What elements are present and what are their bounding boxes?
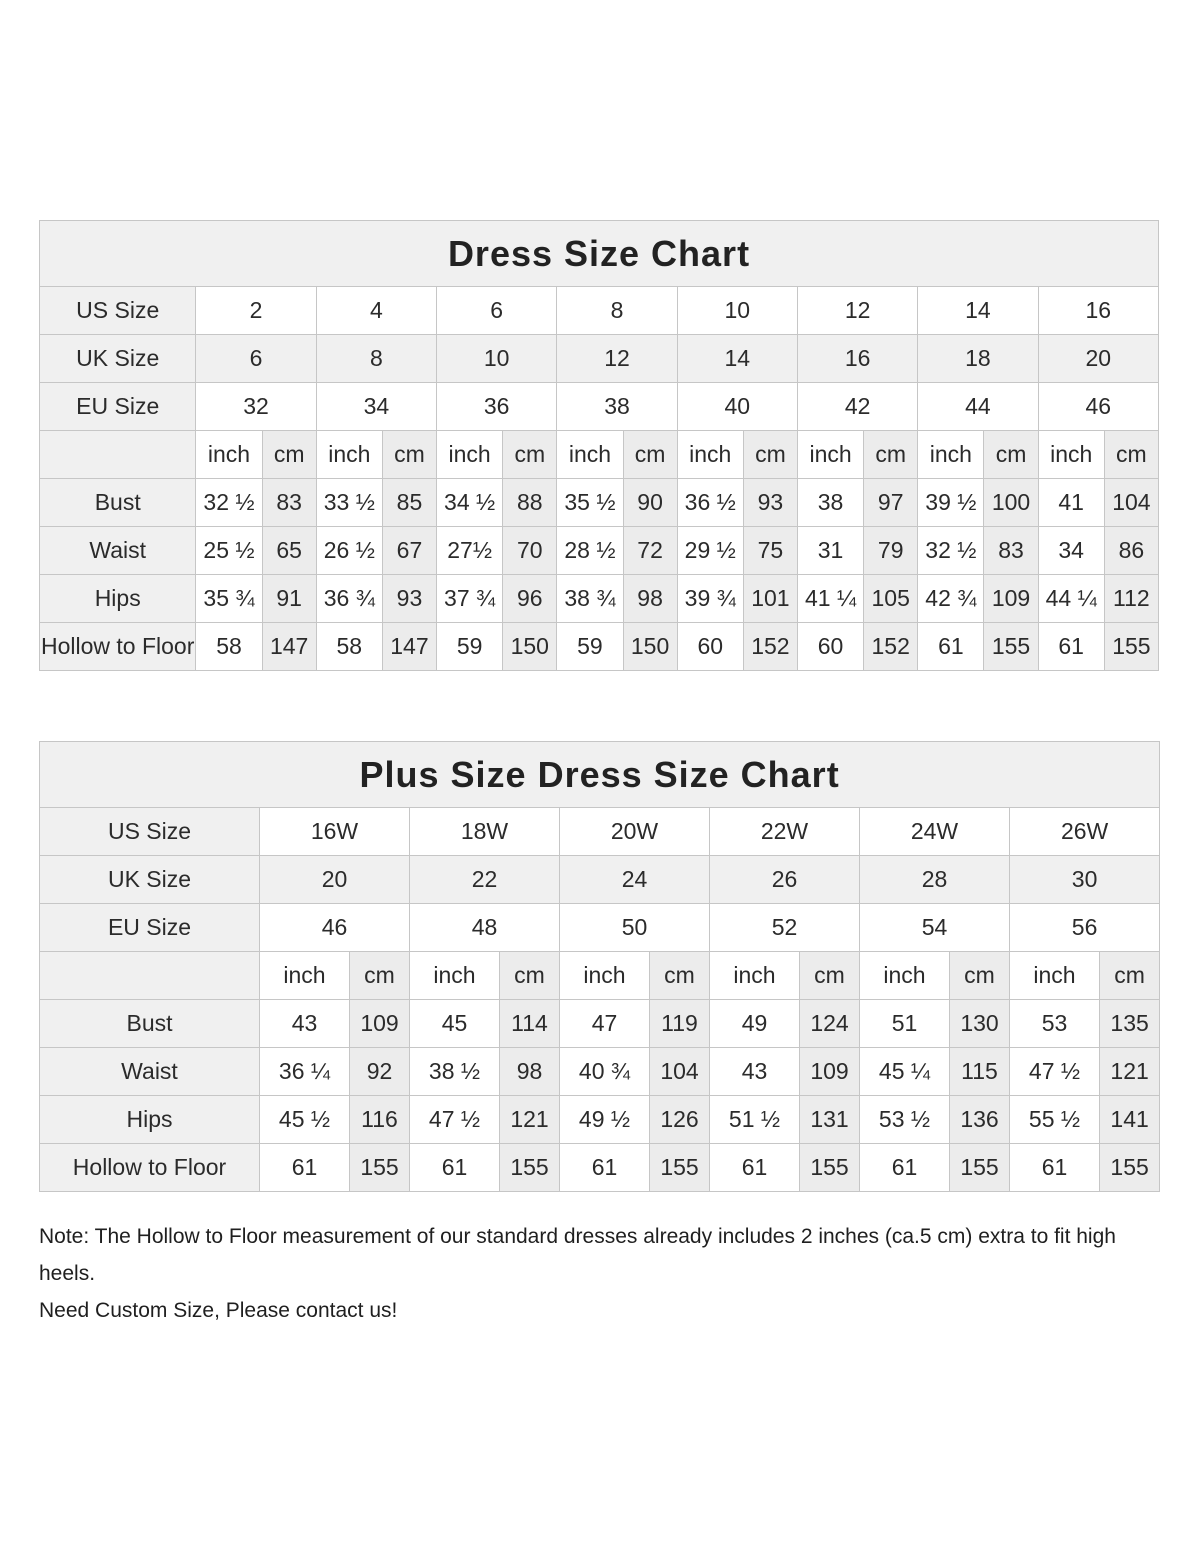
bust-label: Bust xyxy=(40,1000,260,1048)
unit-cm-label: cm xyxy=(1104,431,1158,479)
eu-size-value: 48 xyxy=(410,904,560,952)
eu-size-value: 50 xyxy=(560,904,710,952)
hollow-inch-value: 58 xyxy=(196,623,262,671)
plus-title-row xyxy=(40,742,1160,808)
standard-hollow-row xyxy=(40,623,1159,671)
unit-inch-label: inch xyxy=(557,431,623,479)
hips-label: Hips xyxy=(40,575,196,623)
uk-size-value: 20 xyxy=(1038,335,1158,383)
waist-cm-value: 79 xyxy=(864,527,918,575)
eu-size-value: 34 xyxy=(316,383,436,431)
waist-cm-value: 109 xyxy=(800,1048,860,1096)
waist-inch-value: 28 ½ xyxy=(557,527,623,575)
eu-size-value: 46 xyxy=(260,904,410,952)
waist-cm-value: 65 xyxy=(262,527,316,575)
uk-size-value: 28 xyxy=(860,856,1010,904)
waist-inch-value: 25 ½ xyxy=(196,527,262,575)
unit-cm-label: cm xyxy=(743,431,797,479)
unit-inch-label: inch xyxy=(316,431,382,479)
bust-label: Bust xyxy=(40,479,196,527)
hips-cm-value: 116 xyxy=(350,1096,410,1144)
hips-cm-value: 121 xyxy=(500,1096,560,1144)
hips-cm-value: 101 xyxy=(743,575,797,623)
waist-inch-value: 38 ½ xyxy=(410,1048,500,1096)
waist-cm-value: 115 xyxy=(950,1048,1010,1096)
footnotes xyxy=(39,1218,1159,1329)
standard-size-chart-table xyxy=(39,220,1159,671)
waist-label: Waist xyxy=(40,1048,260,1096)
bust-inch-value: 39 ½ xyxy=(918,479,984,527)
note-hollow-to-floor: Note: The Hollow to Floor measurement of our standard dresses already includes 2 inches (ca.5 cm) extra to fit high heels. xyxy=(39,1225,1116,1285)
waist-inch-value: 40 ¾ xyxy=(560,1048,650,1096)
hollow-cm-value: 152 xyxy=(864,623,918,671)
note-custom-size: Need Custom Size, Please contact us! xyxy=(39,1299,398,1322)
bust-cm-value: 104 xyxy=(1104,479,1158,527)
hollow-cm-value: 147 xyxy=(382,623,436,671)
us-size-value: 16 xyxy=(1038,287,1158,335)
standard-title-row xyxy=(40,221,1159,287)
unit-cm-label: cm xyxy=(950,952,1010,1000)
hips-cm-value: 131 xyxy=(800,1096,860,1144)
unit-cm-label: cm xyxy=(262,431,316,479)
plus-hips-row xyxy=(40,1096,1160,1144)
waist-inch-value: 47 ½ xyxy=(1010,1048,1100,1096)
unit-cm-label: cm xyxy=(382,431,436,479)
hollow-to-floor-label: Hollow to Floor xyxy=(40,1144,260,1192)
plus-waist-row xyxy=(40,1048,1160,1096)
bust-inch-value: 34 ½ xyxy=(437,479,503,527)
uk-size-value: 30 xyxy=(1010,856,1160,904)
hips-inch-value: 44 ¼ xyxy=(1038,575,1104,623)
waist-cm-value: 98 xyxy=(500,1048,560,1096)
plus-hollow-row xyxy=(40,1144,1160,1192)
bust-inch-value: 45 xyxy=(410,1000,500,1048)
bust-inch-value: 36 ½ xyxy=(677,479,743,527)
hips-inch-value: 42 ¾ xyxy=(918,575,984,623)
hips-inch-value: 36 ¾ xyxy=(316,575,382,623)
hollow-to-floor-label: Hollow to Floor xyxy=(40,623,196,671)
us-size-value: 14 xyxy=(918,287,1038,335)
waist-cm-value: 72 xyxy=(623,527,677,575)
bust-cm-value: 130 xyxy=(950,1000,1010,1048)
hollow-inch-value: 61 xyxy=(710,1144,800,1192)
unit-cm-label: cm xyxy=(1100,952,1160,1000)
us-size-value: 16W xyxy=(260,808,410,856)
hips-inch-value: 45 ½ xyxy=(260,1096,350,1144)
bust-inch-value: 43 xyxy=(260,1000,350,1048)
hips-inch-value: 37 ¾ xyxy=(437,575,503,623)
eu-size-value: 56 xyxy=(1010,904,1160,952)
hips-cm-value: 91 xyxy=(262,575,316,623)
us-size-value: 8 xyxy=(557,287,677,335)
hollow-inch-value: 60 xyxy=(797,623,863,671)
bust-cm-value: 109 xyxy=(350,1000,410,1048)
eu-size-label: EU Size xyxy=(40,904,260,952)
unit-inch-label: inch xyxy=(1038,431,1104,479)
waist-cm-value: 67 xyxy=(382,527,436,575)
hollow-cm-value: 152 xyxy=(743,623,797,671)
hollow-cm-value: 155 xyxy=(500,1144,560,1192)
hollow-inch-value: 61 xyxy=(410,1144,500,1192)
unit-cm-label: cm xyxy=(984,431,1038,479)
hips-inch-value: 35 ¾ xyxy=(196,575,262,623)
bust-cm-value: 100 xyxy=(984,479,1038,527)
hips-cm-value: 136 xyxy=(950,1096,1010,1144)
uk-size-value: 10 xyxy=(437,335,557,383)
plus-eu-size-row xyxy=(40,904,1160,952)
waist-inch-value: 29 ½ xyxy=(677,527,743,575)
uk-size-value: 24 xyxy=(560,856,710,904)
hips-inch-value: 38 ¾ xyxy=(557,575,623,623)
hips-inch-value: 53 ½ xyxy=(860,1096,950,1144)
hips-cm-value: 105 xyxy=(864,575,918,623)
us-size-value: 24W xyxy=(860,808,1010,856)
bust-cm-value: 97 xyxy=(864,479,918,527)
bust-cm-value: 135 xyxy=(1100,1000,1160,1048)
us-size-value: 18W xyxy=(410,808,560,856)
unit-inch-label: inch xyxy=(860,952,950,1000)
standard-us-size-row xyxy=(40,287,1159,335)
unit-inch-label: inch xyxy=(1010,952,1100,1000)
hips-inch-value: 47 ½ xyxy=(410,1096,500,1144)
hollow-cm-value: 155 xyxy=(950,1144,1010,1192)
eu-size-value: 46 xyxy=(1038,383,1158,431)
bust-inch-value: 33 ½ xyxy=(316,479,382,527)
hollow-inch-value: 59 xyxy=(557,623,623,671)
units-spacer-cell xyxy=(40,952,260,1000)
eu-size-label: EU Size xyxy=(40,383,196,431)
eu-size-value: 36 xyxy=(437,383,557,431)
bust-inch-value: 32 ½ xyxy=(196,479,262,527)
bust-cm-value: 124 xyxy=(800,1000,860,1048)
eu-size-value: 44 xyxy=(918,383,1038,431)
plus-units-row xyxy=(40,952,1160,1000)
hips-cm-value: 98 xyxy=(623,575,677,623)
hollow-inch-value: 60 xyxy=(677,623,743,671)
plus-bust-row xyxy=(40,1000,1160,1048)
unit-inch-label: inch xyxy=(260,952,350,1000)
unit-cm-label: cm xyxy=(503,431,557,479)
unit-cm-label: cm xyxy=(864,431,918,479)
hollow-inch-value: 61 xyxy=(1010,1144,1100,1192)
hips-cm-value: 109 xyxy=(984,575,1038,623)
uk-size-value: 18 xyxy=(918,335,1038,383)
bust-inch-value: 41 xyxy=(1038,479,1104,527)
standard-waist-row xyxy=(40,527,1159,575)
uk-size-value: 6 xyxy=(196,335,316,383)
hips-label: Hips xyxy=(40,1096,260,1144)
unit-inch-label: inch xyxy=(677,431,743,479)
hollow-inch-value: 58 xyxy=(316,623,382,671)
plus-uk-size-row xyxy=(40,856,1160,904)
bust-inch-value: 51 xyxy=(860,1000,950,1048)
hips-inch-value: 51 ½ xyxy=(710,1096,800,1144)
standard-units-row xyxy=(40,431,1159,479)
unit-inch-label: inch xyxy=(410,952,500,1000)
us-size-value: 20W xyxy=(560,808,710,856)
unit-cm-label: cm xyxy=(350,952,410,1000)
plus-us-size-row xyxy=(40,808,1160,856)
hips-inch-value: 41 ¼ xyxy=(797,575,863,623)
unit-cm-label: cm xyxy=(500,952,560,1000)
us-size-label: US Size xyxy=(40,287,196,335)
plus-size-chart-table xyxy=(39,741,1160,1192)
hollow-cm-value: 155 xyxy=(984,623,1038,671)
waist-cm-value: 92 xyxy=(350,1048,410,1096)
hips-inch-value: 39 ¾ xyxy=(677,575,743,623)
unit-cm-label: cm xyxy=(623,431,677,479)
us-size-label: US Size xyxy=(40,808,260,856)
us-size-value: 2 xyxy=(196,287,316,335)
uk-size-value: 12 xyxy=(557,335,677,383)
hollow-inch-value: 61 xyxy=(1038,623,1104,671)
waist-inch-value: 43 xyxy=(710,1048,800,1096)
hollow-inch-value: 61 xyxy=(918,623,984,671)
uk-size-label: UK Size xyxy=(40,856,260,904)
waist-cm-value: 86 xyxy=(1104,527,1158,575)
standard-bust-row xyxy=(40,479,1159,527)
uk-size-value: 16 xyxy=(797,335,917,383)
uk-size-value: 14 xyxy=(677,335,797,383)
hips-cm-value: 96 xyxy=(503,575,557,623)
eu-size-value: 52 xyxy=(710,904,860,952)
standard-eu-size-row xyxy=(40,383,1159,431)
waist-inch-value: 45 ¼ xyxy=(860,1048,950,1096)
units-spacer-cell xyxy=(40,431,196,479)
hollow-cm-value: 155 xyxy=(650,1144,710,1192)
waist-cm-value: 121 xyxy=(1100,1048,1160,1096)
bust-cm-value: 93 xyxy=(743,479,797,527)
bust-cm-value: 85 xyxy=(382,479,436,527)
waist-inch-value: 34 xyxy=(1038,527,1104,575)
hollow-cm-value: 150 xyxy=(503,623,557,671)
waist-cm-value: 104 xyxy=(650,1048,710,1096)
bust-inch-value: 35 ½ xyxy=(557,479,623,527)
hollow-cm-value: 147 xyxy=(262,623,316,671)
waist-inch-value: 26 ½ xyxy=(316,527,382,575)
waist-label: Waist xyxy=(40,527,196,575)
bust-cm-value: 83 xyxy=(262,479,316,527)
bust-cm-value: 88 xyxy=(503,479,557,527)
unit-cm-label: cm xyxy=(800,952,860,1000)
us-size-value: 6 xyxy=(437,287,557,335)
hollow-cm-value: 150 xyxy=(623,623,677,671)
uk-size-value: 8 xyxy=(316,335,436,383)
hips-cm-value: 112 xyxy=(1104,575,1158,623)
hips-inch-value: 49 ½ xyxy=(560,1096,650,1144)
bust-cm-value: 119 xyxy=(650,1000,710,1048)
waist-cm-value: 70 xyxy=(503,527,557,575)
waist-inch-value: 27½ xyxy=(437,527,503,575)
waist-inch-value: 31 xyxy=(797,527,863,575)
waist-inch-value: 36 ¼ xyxy=(260,1048,350,1096)
plus-chart-title: Plus Size Dress Size Chart xyxy=(40,742,1160,808)
unit-inch-label: inch xyxy=(196,431,262,479)
hips-cm-value: 141 xyxy=(1100,1096,1160,1144)
hollow-inch-value: 59 xyxy=(437,623,503,671)
uk-size-value: 26 xyxy=(710,856,860,904)
us-size-value: 22W xyxy=(710,808,860,856)
bust-inch-value: 38 xyxy=(797,479,863,527)
bust-cm-value: 114 xyxy=(500,1000,560,1048)
standard-uk-size-row xyxy=(40,335,1159,383)
bust-inch-value: 49 xyxy=(710,1000,800,1048)
unit-inch-label: inch xyxy=(797,431,863,479)
hollow-cm-value: 155 xyxy=(350,1144,410,1192)
us-size-value: 12 xyxy=(797,287,917,335)
hollow-cm-value: 155 xyxy=(800,1144,860,1192)
hollow-cm-value: 155 xyxy=(1100,1144,1160,1192)
waist-cm-value: 75 xyxy=(743,527,797,575)
waist-cm-value: 83 xyxy=(984,527,1038,575)
size-chart-page xyxy=(39,220,1159,1329)
uk-size-value: 22 xyxy=(410,856,560,904)
uk-size-label: UK Size xyxy=(40,335,196,383)
waist-inch-value: 32 ½ xyxy=(918,527,984,575)
hollow-inch-value: 61 xyxy=(860,1144,950,1192)
bust-inch-value: 47 xyxy=(560,1000,650,1048)
unit-cm-label: cm xyxy=(650,952,710,1000)
eu-size-value: 32 xyxy=(196,383,316,431)
us-size-value: 4 xyxy=(316,287,436,335)
eu-size-value: 40 xyxy=(677,383,797,431)
unit-inch-label: inch xyxy=(710,952,800,1000)
hollow-inch-value: 61 xyxy=(260,1144,350,1192)
bust-inch-value: 53 xyxy=(1010,1000,1100,1048)
us-size-value: 26W xyxy=(1010,808,1160,856)
standard-chart-title: Dress Size Chart xyxy=(40,221,1159,287)
hips-cm-value: 126 xyxy=(650,1096,710,1144)
unit-inch-label: inch xyxy=(918,431,984,479)
us-size-value: 10 xyxy=(677,287,797,335)
hips-cm-value: 93 xyxy=(382,575,436,623)
bust-cm-value: 90 xyxy=(623,479,677,527)
uk-size-value: 20 xyxy=(260,856,410,904)
unit-inch-label: inch xyxy=(437,431,503,479)
hollow-cm-value: 155 xyxy=(1104,623,1158,671)
eu-size-value: 42 xyxy=(797,383,917,431)
hollow-inch-value: 61 xyxy=(560,1144,650,1192)
hips-inch-value: 55 ½ xyxy=(1010,1096,1100,1144)
standard-hips-row xyxy=(40,575,1159,623)
unit-inch-label: inch xyxy=(560,952,650,1000)
eu-size-value: 54 xyxy=(860,904,1010,952)
eu-size-value: 38 xyxy=(557,383,677,431)
